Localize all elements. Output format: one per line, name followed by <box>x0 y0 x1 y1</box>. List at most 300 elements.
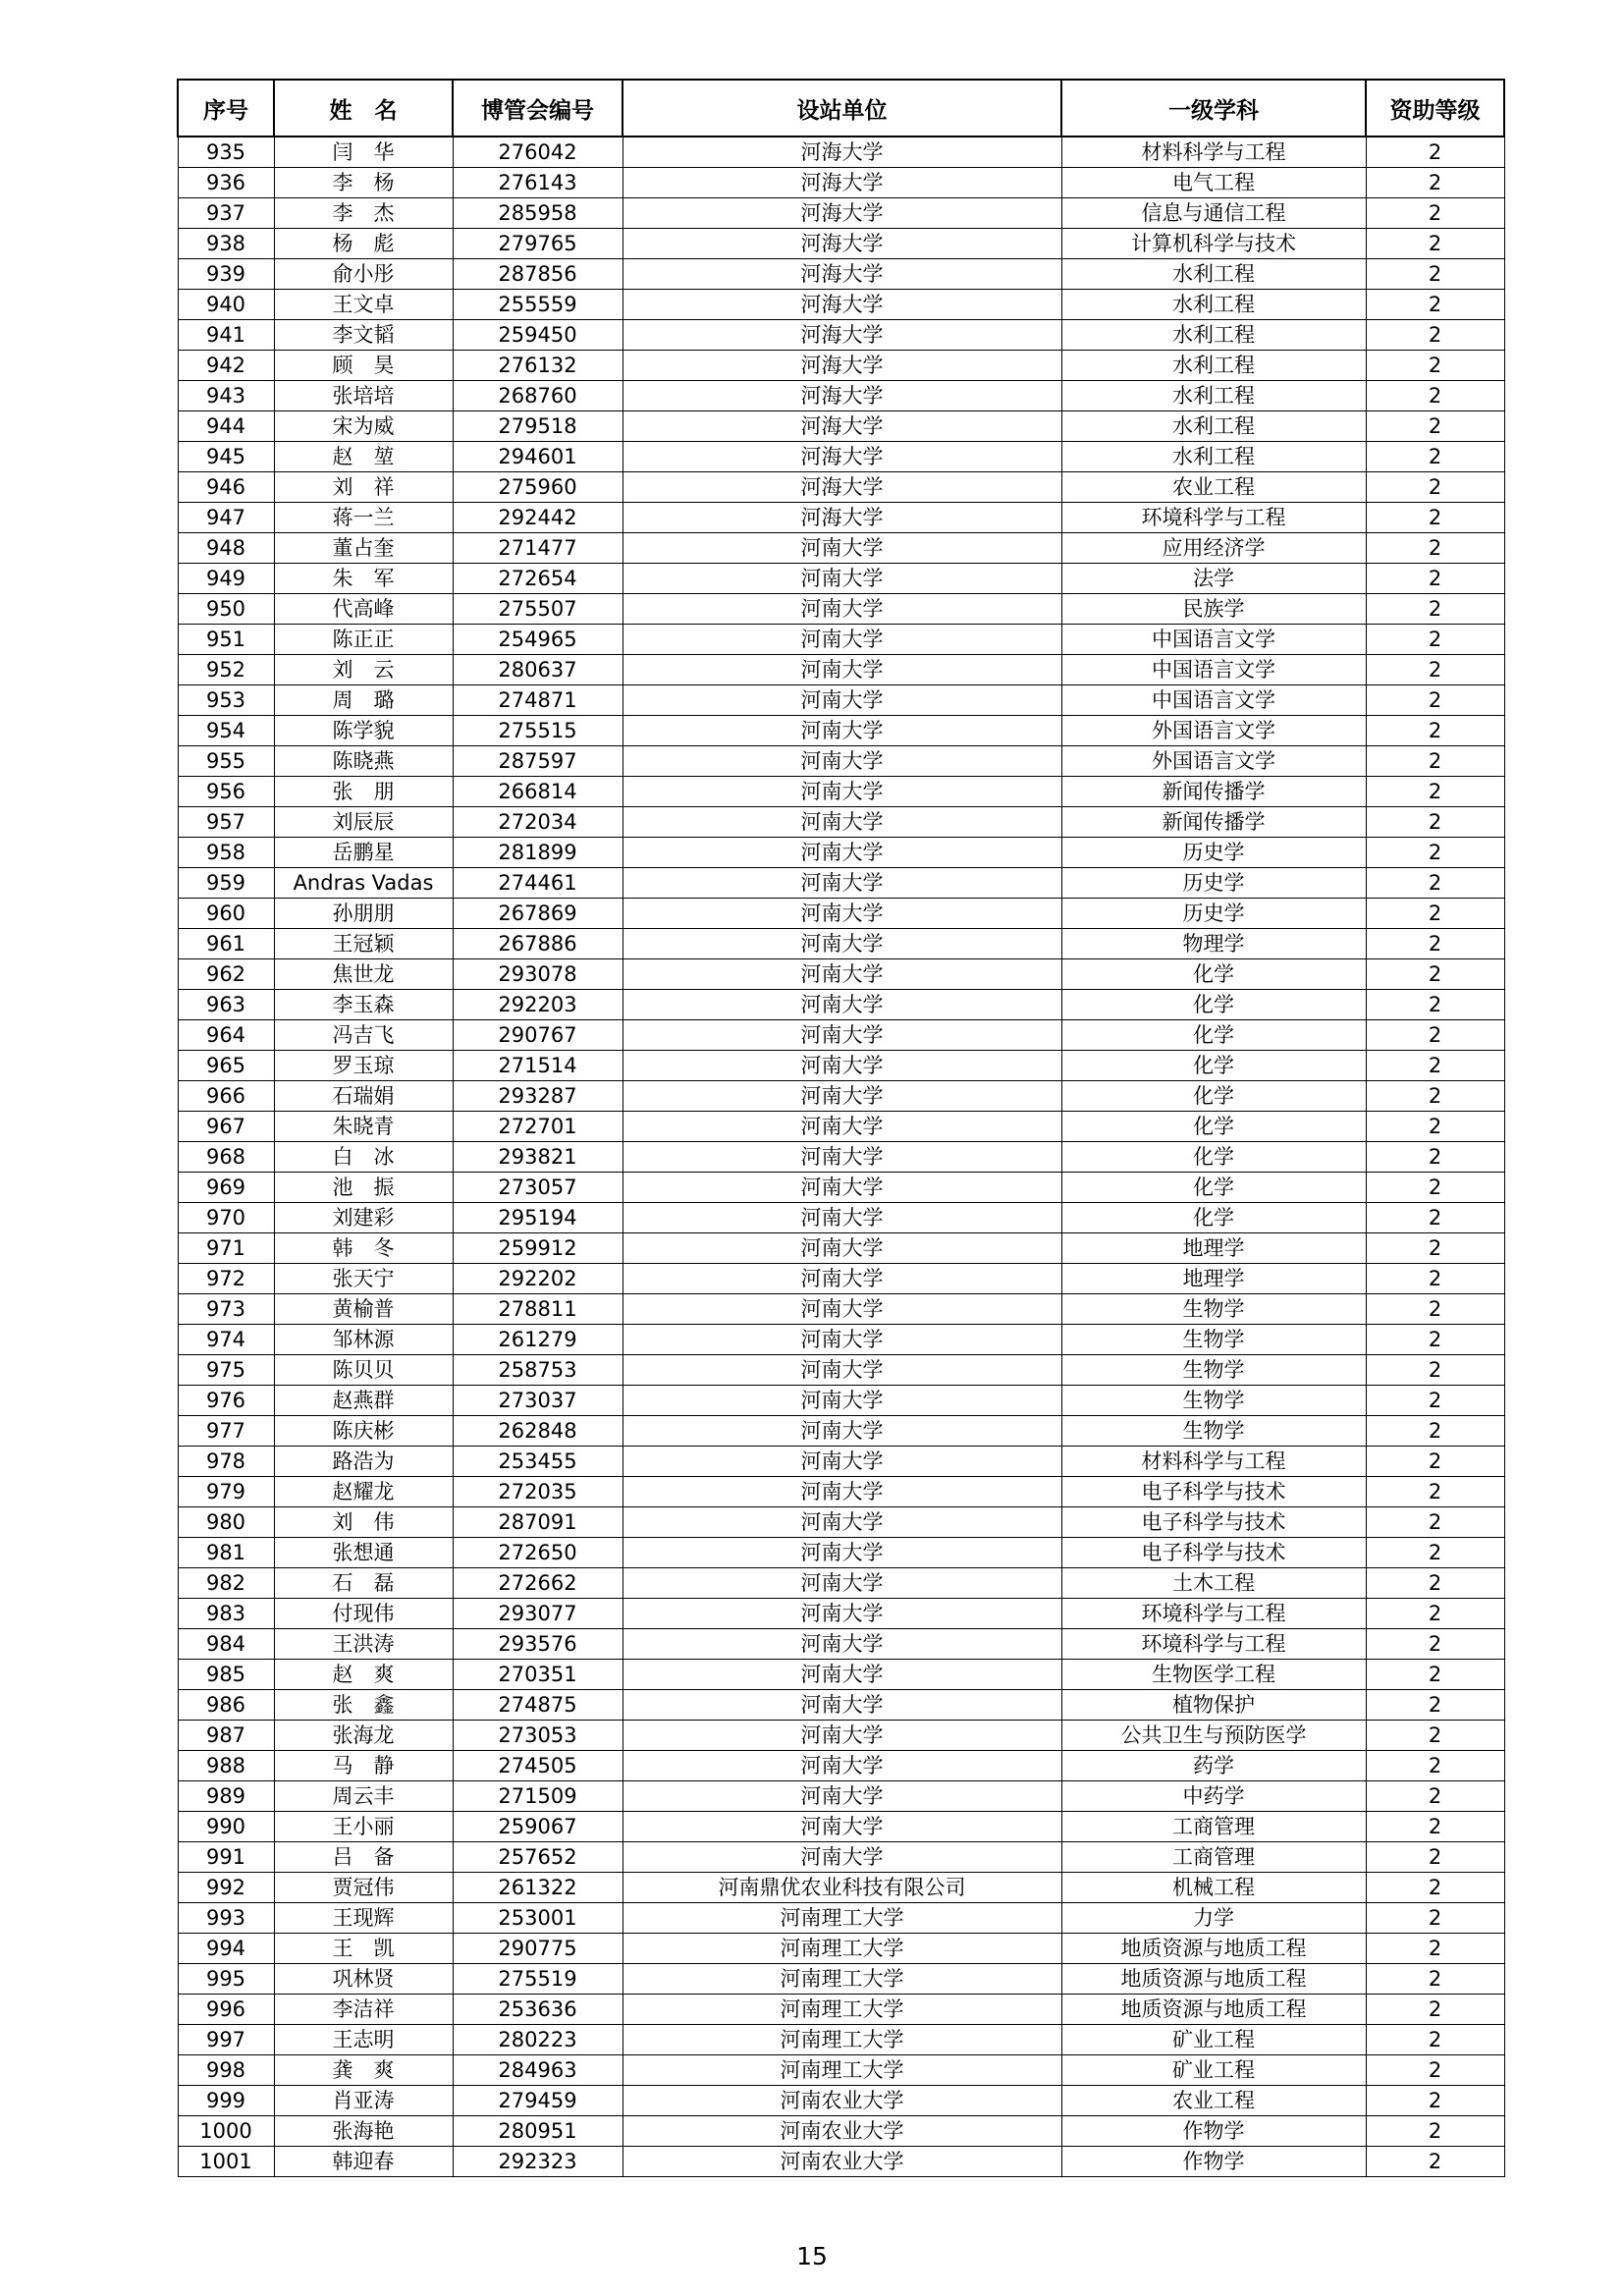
cell-name: 王文卓 <box>274 290 453 320</box>
cell-index: 958 <box>178 838 274 868</box>
cell-id: 271514 <box>453 1051 623 1081</box>
cell-id: 259067 <box>453 1812 623 1842</box>
cell-level: 2 <box>1366 1781 1504 1812</box>
cell-id: 279765 <box>453 229 623 259</box>
cell-id: 271509 <box>453 1781 623 1812</box>
cell-name: 孙朋朋 <box>274 899 453 929</box>
cell-id: 274461 <box>453 868 623 899</box>
cell-index: 970 <box>178 1203 274 1233</box>
table-row <box>178 2086 1504 2116</box>
cell-level: 2 <box>1366 2147 1504 2177</box>
cell-unit: 河南大学 <box>623 1051 1061 1081</box>
cell-index: 943 <box>178 381 274 411</box>
cell-unit: 河南大学 <box>623 685 1061 716</box>
cell-unit: 河海大学 <box>623 411 1061 442</box>
cell-level: 2 <box>1366 1294 1504 1325</box>
table-row <box>178 807 1504 838</box>
cell-index: 1001 <box>178 2147 274 2177</box>
cell-index: 982 <box>178 1568 274 1599</box>
cell-discipline: 公共卫生与预防医学 <box>1061 1721 1366 1751</box>
cell-unit: 河南理工大学 <box>623 2055 1061 2086</box>
cell-discipline: 水利工程 <box>1061 381 1366 411</box>
cell-name: 李玉森 <box>274 990 453 1020</box>
cell-id: 275960 <box>453 472 623 503</box>
cell-id: 273037 <box>453 1386 623 1416</box>
cell-id: 280223 <box>453 2025 623 2055</box>
cell-name: 王志明 <box>274 2025 453 2055</box>
cell-unit: 河南大学 <box>623 1507 1061 1538</box>
cell-level: 2 <box>1366 1751 1504 1781</box>
cell-index: 983 <box>178 1599 274 1629</box>
table-row <box>178 1477 1504 1507</box>
table-row <box>178 411 1504 442</box>
cell-name: 肖亚涛 <box>274 2086 453 2116</box>
cell-index: 998 <box>178 2055 274 2086</box>
cell-index: 957 <box>178 807 274 838</box>
table-row <box>178 564 1504 594</box>
cell-discipline: 农业工程 <box>1061 472 1366 503</box>
cell-discipline: 工商管理 <box>1061 1812 1366 1842</box>
cell-name: 韩 冬 <box>274 1233 453 1264</box>
cell-level: 2 <box>1366 838 1504 868</box>
cell-name: 石 磊 <box>274 1568 453 1599</box>
cell-unit: 河南大学 <box>623 1264 1061 1294</box>
cell-level: 2 <box>1366 1447 1504 1477</box>
cell-id: 270351 <box>453 1660 623 1690</box>
cell-index: 968 <box>178 1142 274 1173</box>
cell-discipline: 中国语言文学 <box>1061 655 1366 685</box>
cell-unit: 河南大学 <box>623 1142 1061 1173</box>
cell-unit: 河南大学 <box>623 594 1061 625</box>
cell-level: 2 <box>1366 411 1504 442</box>
cell-discipline: 水利工程 <box>1061 290 1366 320</box>
cell-discipline: 环境科学与工程 <box>1061 1599 1366 1629</box>
cell-level: 2 <box>1366 229 1504 259</box>
cell-name: 黄榆普 <box>274 1294 453 1325</box>
table-row <box>178 1568 1504 1599</box>
cell-level: 2 <box>1366 533 1504 564</box>
table-row <box>178 168 1504 198</box>
table-row <box>178 2025 1504 2055</box>
cell-index: 956 <box>178 777 274 807</box>
cell-discipline: 法学 <box>1061 564 1366 594</box>
cell-name: 俞小彤 <box>274 259 453 290</box>
table-row <box>178 1507 1504 1538</box>
table-row <box>178 1934 1504 1964</box>
table-row <box>178 1599 1504 1629</box>
cell-unit: 河海大学 <box>623 290 1061 320</box>
cell-name: 杨 彪 <box>274 229 453 259</box>
cell-index: 994 <box>178 1934 274 1964</box>
cell-id: 262848 <box>453 1416 623 1447</box>
page-number: 15 <box>796 2242 828 2270</box>
cell-discipline: 中药学 <box>1061 1781 1366 1812</box>
cell-id: 293077 <box>453 1599 623 1629</box>
cell-index: 973 <box>178 1294 274 1325</box>
cell-unit: 河南大学 <box>623 1386 1061 1416</box>
cell-name: 陈庆彬 <box>274 1416 453 1447</box>
table-row <box>178 1081 1504 1112</box>
cell-level: 2 <box>1366 1173 1504 1203</box>
table-row <box>178 1264 1504 1294</box>
table-row <box>178 1416 1504 1447</box>
cell-index: 971 <box>178 1233 274 1264</box>
cell-level: 2 <box>1366 1842 1504 1873</box>
cell-unit: 河海大学 <box>623 229 1061 259</box>
cell-discipline: 化学 <box>1061 959 1366 990</box>
cell-discipline: 生物学 <box>1061 1355 1366 1386</box>
cell-index: 952 <box>178 655 274 685</box>
cell-unit: 河海大学 <box>623 442 1061 472</box>
cell-level: 2 <box>1366 1538 1504 1568</box>
cell-discipline: 生物学 <box>1061 1386 1366 1416</box>
cell-unit: 河南农业大学 <box>623 2147 1061 2177</box>
cell-name: 闫 华 <box>274 137 453 168</box>
cell-level: 2 <box>1366 351 1504 381</box>
cell-level: 2 <box>1366 381 1504 411</box>
cell-id: 271477 <box>453 533 623 564</box>
cell-discipline: 化学 <box>1061 990 1366 1020</box>
cell-id: 253636 <box>453 1995 623 2025</box>
cell-index: 941 <box>178 320 274 351</box>
cell-id: 259912 <box>453 1233 623 1264</box>
cell-id: 290767 <box>453 1020 623 1051</box>
cell-index: 1000 <box>178 2116 274 2147</box>
cell-name: 李 杨 <box>274 168 453 198</box>
cell-id: 292323 <box>453 2147 623 2177</box>
cell-level: 2 <box>1366 1995 1504 2025</box>
cell-index: 953 <box>178 685 274 716</box>
cell-level: 2 <box>1366 1112 1504 1142</box>
cell-unit: 河南大学 <box>623 625 1061 655</box>
table-row <box>178 1538 1504 1568</box>
cell-unit: 河南大学 <box>623 807 1061 838</box>
table-row <box>178 1325 1504 1355</box>
cell-level: 2 <box>1366 564 1504 594</box>
cell-id: 287856 <box>453 259 623 290</box>
cell-discipline: 力学 <box>1061 1903 1366 1934</box>
cell-id: 276042 <box>453 137 623 168</box>
cell-discipline: 化学 <box>1061 1051 1366 1081</box>
cell-name: 张培培 <box>274 381 453 411</box>
header-index: 序号 <box>178 80 274 137</box>
cell-id: 258753 <box>453 1355 623 1386</box>
table-row <box>178 472 1504 503</box>
cell-id: 274875 <box>453 1690 623 1721</box>
header-unit: 设站单位 <box>623 80 1061 137</box>
cell-discipline: 外国语言文学 <box>1061 716 1366 746</box>
cell-id: 273053 <box>453 1721 623 1751</box>
cell-id: 273057 <box>453 1173 623 1203</box>
cell-level: 2 <box>1366 1934 1504 1964</box>
cell-index: 969 <box>178 1173 274 1203</box>
cell-index: 935 <box>178 137 274 168</box>
cell-id: 261279 <box>453 1325 623 1355</box>
cell-index: 991 <box>178 1842 274 1873</box>
cell-index: 966 <box>178 1081 274 1112</box>
cell-name: 刘 云 <box>274 655 453 685</box>
cell-name: 陈贝贝 <box>274 1355 453 1386</box>
cell-unit: 河海大学 <box>623 503 1061 533</box>
cell-id: 274505 <box>453 1751 623 1781</box>
cell-unit: 河海大学 <box>623 472 1061 503</box>
cell-id: 285958 <box>453 198 623 229</box>
cell-discipline: 生物医学工程 <box>1061 1660 1366 1690</box>
cell-id: 276132 <box>453 351 623 381</box>
table-row <box>178 2147 1504 2177</box>
table-header <box>178 80 1504 137</box>
cell-unit: 河南大学 <box>623 1233 1061 1264</box>
cell-index: 974 <box>178 1325 274 1355</box>
cell-name: 马 静 <box>274 1751 453 1781</box>
cell-index: 984 <box>178 1629 274 1660</box>
cell-name: 罗玉琼 <box>274 1051 453 1081</box>
table-row <box>178 1020 1504 1051</box>
cell-name: 蒋一兰 <box>274 503 453 533</box>
cell-discipline: 水利工程 <box>1061 259 1366 290</box>
table-row <box>178 1660 1504 1690</box>
cell-discipline: 地理学 <box>1061 1233 1366 1264</box>
funding-list <box>177 79 1503 2177</box>
cell-discipline: 电气工程 <box>1061 168 1366 198</box>
cell-id: 272035 <box>453 1477 623 1507</box>
cell-discipline: 机械工程 <box>1061 1873 1366 1903</box>
cell-index: 951 <box>178 625 274 655</box>
cell-discipline: 材料科学与工程 <box>1061 1447 1366 1477</box>
cell-unit: 河南大学 <box>623 1477 1061 1507</box>
cell-id: 279459 <box>453 2086 623 2116</box>
table-row <box>178 685 1504 716</box>
cell-level: 2 <box>1366 716 1504 746</box>
table-row <box>178 503 1504 533</box>
cell-discipline: 农业工程 <box>1061 2086 1366 2116</box>
cell-id: 255559 <box>453 290 623 320</box>
cell-level: 2 <box>1366 2025 1504 2055</box>
cell-name: 赵 堃 <box>274 442 453 472</box>
header-discipline: 一级学科 <box>1061 80 1366 137</box>
cell-index: 939 <box>178 259 274 290</box>
cell-index: 949 <box>178 564 274 594</box>
table-row <box>178 1294 1504 1325</box>
cell-index: 942 <box>178 351 274 381</box>
cell-level: 2 <box>1366 807 1504 838</box>
cell-unit: 河南大学 <box>623 838 1061 868</box>
cell-unit: 河南大学 <box>623 1325 1061 1355</box>
cell-id: 272662 <box>453 1568 623 1599</box>
table-row <box>178 1142 1504 1173</box>
table-row <box>178 746 1504 777</box>
cell-index: 976 <box>178 1386 274 1416</box>
cell-discipline: 材料科学与工程 <box>1061 137 1366 168</box>
table-body <box>178 137 1504 2177</box>
cell-unit: 河南大学 <box>623 929 1061 959</box>
cell-unit: 河南大学 <box>623 1599 1061 1629</box>
table-row <box>178 1964 1504 1995</box>
cell-discipline: 应用经济学 <box>1061 533 1366 564</box>
cell-discipline: 民族学 <box>1061 594 1366 625</box>
cell-unit: 河海大学 <box>623 351 1061 381</box>
cell-level: 2 <box>1366 594 1504 625</box>
cell-unit: 河海大学 <box>623 320 1061 351</box>
table-row <box>178 1995 1504 2025</box>
table-row <box>178 1781 1504 1812</box>
cell-unit: 河南理工大学 <box>623 2025 1061 2055</box>
cell-level: 2 <box>1366 625 1504 655</box>
table-row <box>178 777 1504 807</box>
cell-name: 张 鑫 <box>274 1690 453 1721</box>
cell-discipline: 生物学 <box>1061 1416 1366 1447</box>
cell-unit: 河南大学 <box>623 899 1061 929</box>
cell-id: 293576 <box>453 1629 623 1660</box>
cell-unit: 河海大学 <box>623 259 1061 290</box>
cell-id: 295194 <box>453 1203 623 1233</box>
cell-index: 997 <box>178 2025 274 2055</box>
cell-discipline: 化学 <box>1061 1142 1366 1173</box>
cell-discipline: 化学 <box>1061 1203 1366 1233</box>
cell-index: 946 <box>178 472 274 503</box>
cell-level: 2 <box>1366 1264 1504 1294</box>
cell-discipline: 化学 <box>1061 1112 1366 1142</box>
cell-index: 936 <box>178 168 274 198</box>
cell-level: 2 <box>1366 1081 1504 1112</box>
cell-unit: 河南大学 <box>623 1568 1061 1599</box>
cell-discipline: 中国语言文学 <box>1061 685 1366 716</box>
cell-index: 948 <box>178 533 274 564</box>
table-row <box>178 2116 1504 2147</box>
cell-name: 张天宁 <box>274 1264 453 1294</box>
table-row <box>178 625 1504 655</box>
table-row <box>178 1051 1504 1081</box>
cell-name: 刘建彩 <box>274 1203 453 1233</box>
cell-discipline: 环境科学与工程 <box>1061 503 1366 533</box>
cell-index: 996 <box>178 1995 274 2025</box>
cell-name: 吕 备 <box>274 1842 453 1873</box>
cell-name: 李洁祥 <box>274 1995 453 2025</box>
cell-level: 2 <box>1366 290 1504 320</box>
cell-name: 宋为威 <box>274 411 453 442</box>
cell-unit: 河海大学 <box>623 137 1061 168</box>
cell-index: 955 <box>178 746 274 777</box>
cell-name: 王 凯 <box>274 1934 453 1964</box>
cell-discipline: 化学 <box>1061 1173 1366 1203</box>
table-row <box>178 1629 1504 1660</box>
table-row <box>178 899 1504 929</box>
cell-discipline: 信息与通信工程 <box>1061 198 1366 229</box>
cell-discipline: 中国语言文学 <box>1061 625 1366 655</box>
cell-level: 2 <box>1366 320 1504 351</box>
cell-unit: 河南大学 <box>623 1416 1061 1447</box>
cell-level: 2 <box>1366 1903 1504 1934</box>
cell-name: 赵燕群 <box>274 1386 453 1416</box>
cell-index: 947 <box>178 503 274 533</box>
cell-index: 950 <box>178 594 274 625</box>
cell-level: 2 <box>1366 503 1504 533</box>
cell-unit: 河南理工大学 <box>623 1903 1061 1934</box>
cell-level: 2 <box>1366 1629 1504 1660</box>
cell-id: 275507 <box>453 594 623 625</box>
cell-unit: 河南大学 <box>623 959 1061 990</box>
cell-level: 2 <box>1366 1142 1504 1173</box>
cell-name: 周 璐 <box>274 685 453 716</box>
table-row <box>178 1203 1504 1233</box>
cell-discipline: 土木工程 <box>1061 1568 1366 1599</box>
cell-name: 周云丰 <box>274 1781 453 1812</box>
cell-discipline: 新闻传播学 <box>1061 777 1366 807</box>
cell-name: 韩迎春 <box>274 2147 453 2177</box>
cell-index: 972 <box>178 1264 274 1294</box>
table-row <box>178 198 1504 229</box>
cell-discipline: 水利工程 <box>1061 320 1366 351</box>
cell-level: 2 <box>1366 685 1504 716</box>
cell-id: 261322 <box>453 1873 623 1903</box>
cell-index: 990 <box>178 1812 274 1842</box>
cell-name: 李 杰 <box>274 198 453 229</box>
cell-discipline: 地质资源与地质工程 <box>1061 1934 1366 1964</box>
cell-unit: 河南大学 <box>623 1173 1061 1203</box>
cell-id: 272650 <box>453 1538 623 1568</box>
cell-name: 石瑞娟 <box>274 1081 453 1112</box>
cell-index: 945 <box>178 442 274 472</box>
cell-level: 2 <box>1366 259 1504 290</box>
cell-id: 287091 <box>453 1507 623 1538</box>
table-row <box>178 259 1504 290</box>
cell-discipline: 物理学 <box>1061 929 1366 959</box>
cell-id: 253455 <box>453 1447 623 1477</box>
table-row <box>178 1842 1504 1873</box>
cell-id: 294601 <box>453 442 623 472</box>
cell-name: 巩林贤 <box>274 1964 453 1995</box>
cell-name: 张 朋 <box>274 777 453 807</box>
cell-unit: 河南大学 <box>623 1112 1061 1142</box>
table-row <box>178 990 1504 1020</box>
cell-discipline: 化学 <box>1061 1081 1366 1112</box>
cell-index: 962 <box>178 959 274 990</box>
cell-discipline: 药学 <box>1061 1751 1366 1781</box>
table-row <box>178 1721 1504 1751</box>
cell-index: 992 <box>178 1873 274 1903</box>
cell-index: 944 <box>178 411 274 442</box>
cell-id: 275519 <box>453 1964 623 1995</box>
cell-unit: 河南理工大学 <box>623 1934 1061 1964</box>
cell-discipline: 植物保护 <box>1061 1690 1366 1721</box>
table-row <box>178 381 1504 411</box>
cell-id: 268760 <box>453 381 623 411</box>
cell-name: 朱 军 <box>274 564 453 594</box>
cell-index: 937 <box>178 198 274 229</box>
cell-unit: 河南大学 <box>623 1447 1061 1477</box>
cell-unit: 河南大学 <box>623 533 1061 564</box>
cell-name: 顾 昊 <box>274 351 453 381</box>
cell-name: 贾冠伟 <box>274 1873 453 1903</box>
cell-id: 292442 <box>453 503 623 533</box>
cell-index: 978 <box>178 1447 274 1477</box>
cell-level: 2 <box>1366 1386 1504 1416</box>
cell-discipline: 地质资源与地质工程 <box>1061 1964 1366 1995</box>
cell-index: 987 <box>178 1721 274 1751</box>
cell-discipline: 生物学 <box>1061 1294 1366 1325</box>
cell-discipline: 水利工程 <box>1061 411 1366 442</box>
cell-name: 赵耀龙 <box>274 1477 453 1507</box>
table-row <box>178 1355 1504 1386</box>
table-row <box>178 1447 1504 1477</box>
cell-id: 284963 <box>453 2055 623 2086</box>
table-row <box>178 1873 1504 1903</box>
cell-name: 朱晓青 <box>274 1112 453 1142</box>
funding-table <box>177 79 1505 2177</box>
cell-unit: 河南大学 <box>623 1781 1061 1812</box>
cell-name: 代高峰 <box>274 594 453 625</box>
cell-level: 2 <box>1366 1233 1504 1264</box>
